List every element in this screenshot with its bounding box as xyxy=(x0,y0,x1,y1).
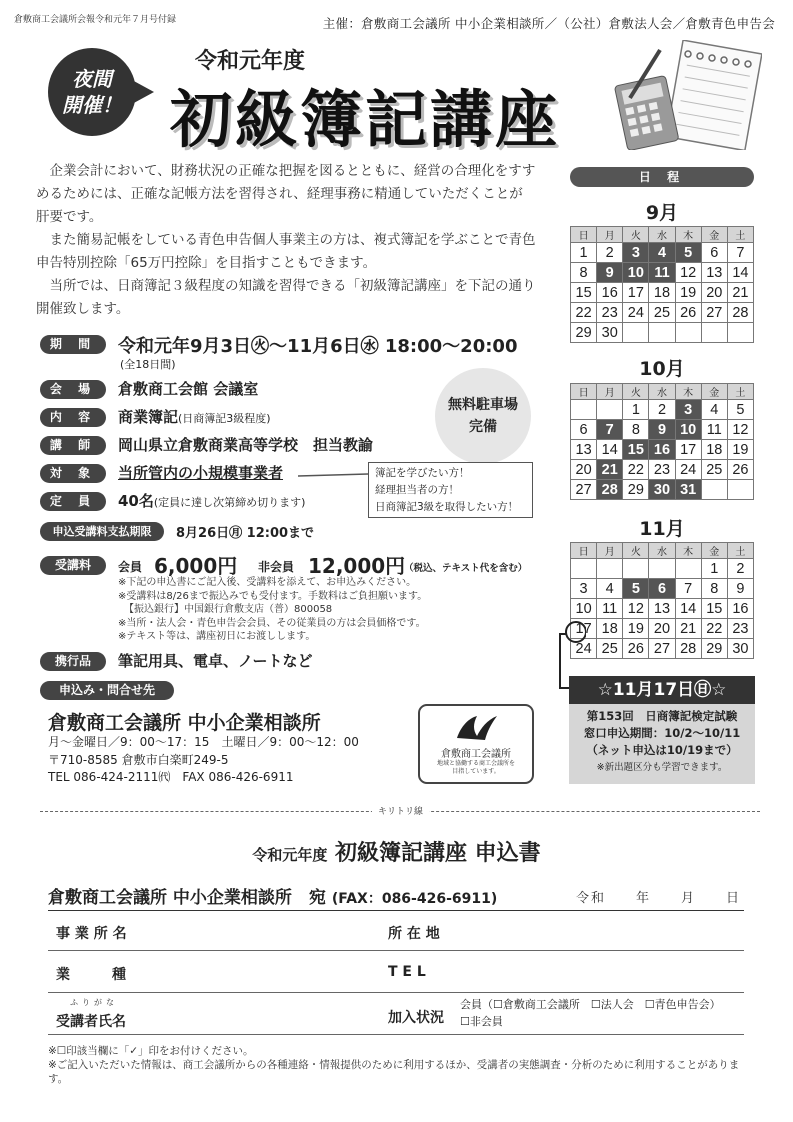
weekday-header: 木 xyxy=(675,543,701,559)
calendar-day: 14 xyxy=(675,599,701,619)
schedule-heading: 日 程 xyxy=(570,167,754,187)
calendar-day: 2 xyxy=(649,400,675,420)
content-label: 内 容 xyxy=(40,408,106,427)
fee-note: （税込、テキスト代を含む） xyxy=(404,563,528,574)
logo-name: 倉敷商工会議所 xyxy=(441,749,511,760)
calendar-day: 19 xyxy=(675,283,701,303)
attendee-label: 受講者氏名 xyxy=(56,1014,126,1030)
capacity-label: 定 員 xyxy=(40,492,106,511)
calendar-day: 16 xyxy=(597,283,623,303)
target-callout xyxy=(368,462,533,518)
calendar-day: 8 xyxy=(623,420,649,440)
calendar-day: 14 xyxy=(727,263,753,283)
calendar-day: 11 xyxy=(701,420,727,440)
calendar-day: 25 xyxy=(649,303,675,323)
weekday-header: 水 xyxy=(649,384,675,400)
form-row-business xyxy=(48,911,744,951)
calendar-day: 12 xyxy=(675,263,701,283)
weekday-header: 火 xyxy=(623,543,649,559)
footer-notes xyxy=(48,1044,758,1086)
header-note: 倉敷商工会議所会報令和元年７月号付録 xyxy=(14,15,177,25)
calendar-day: 1 xyxy=(571,243,597,263)
calendar-day: 5 xyxy=(727,400,753,420)
calendar-day: 13 xyxy=(701,263,727,283)
calendar-day: 1 xyxy=(701,559,727,579)
calendar-day: 10 xyxy=(675,420,701,440)
subtitle: 令和元年度 xyxy=(195,49,306,74)
badge-arrow xyxy=(132,80,154,104)
tel-field[interactable] xyxy=(458,951,744,992)
calendar-day: 7 xyxy=(675,579,701,599)
calendar-day: 12 xyxy=(727,420,753,440)
weekday-header: 金 xyxy=(701,227,727,243)
calendar-day: 23 xyxy=(597,303,623,323)
furigana-label: ふりがな xyxy=(70,998,118,1007)
weekday-header: 火 xyxy=(623,227,649,243)
lecturer-label: 講 師 xyxy=(40,436,106,455)
calendar-day: 3 xyxy=(623,243,649,263)
calendar-day: 25 xyxy=(597,639,623,659)
calendar-day: 6 xyxy=(571,420,597,440)
calendar-day: 16 xyxy=(649,440,675,460)
weekday-header: 土 xyxy=(727,227,753,243)
calendar-day: 4 xyxy=(597,579,623,599)
calendar-day: 5 xyxy=(675,243,701,263)
deadline-label: 申込受講料支払期限 xyxy=(40,522,164,541)
calendar-september xyxy=(570,226,754,343)
calendar-day: 4 xyxy=(701,400,727,420)
target-value: 当所管内の小規模事業者 xyxy=(118,464,284,482)
calendar-day: 24 xyxy=(623,303,649,323)
exam-date: ☆11月17日㊐☆ xyxy=(569,676,755,704)
fee-nonmember-label: 非会員 xyxy=(258,560,295,574)
contact-hours: 月～金曜日／9：00～17：15 土曜日／9：00～12：00 xyxy=(48,735,359,749)
calendar-day: 10 xyxy=(571,599,597,619)
fee-notes xyxy=(118,576,427,644)
period-label: 期 間 xyxy=(40,335,106,354)
calendar-day: 10 xyxy=(623,263,649,283)
badge-line2: 開催！ xyxy=(62,93,122,117)
calendar-day: 27 xyxy=(701,303,727,323)
footer-note: ※ご記入いただいた情報は、商工会議所からの各種連絡・情報提供のために利用するほか、受講者の実態調査・分析のために利用することがあります。 xyxy=(48,1059,740,1085)
calendar-day: 27 xyxy=(649,639,675,659)
weekday-header: 水 xyxy=(649,227,675,243)
weekday-header: 月 xyxy=(597,227,623,243)
calendar-day: 7 xyxy=(727,243,753,263)
weekday-header: 金 xyxy=(701,384,727,400)
calendar-empty xyxy=(597,559,623,579)
calendar-day: 9 xyxy=(649,420,675,440)
calendar-day: 26 xyxy=(675,303,701,323)
calendar-day: 22 xyxy=(623,460,649,480)
calendar-day: 23 xyxy=(727,619,753,639)
calendar-empty xyxy=(675,559,701,579)
calendar-empty xyxy=(571,400,597,420)
fee-member-value: 6,000円 xyxy=(154,554,238,578)
weekday-header: 金 xyxy=(701,543,727,559)
calendar-november xyxy=(570,542,754,659)
calendar-day: 29 xyxy=(701,639,727,659)
period-value: 令和元年9月3日㊋～11月6日㊌ 18:00～20:00 xyxy=(118,336,518,357)
contact-name: 倉敷商工会議所 中小企業相談所 xyxy=(48,712,321,734)
chamber-logo-icon xyxy=(451,710,501,742)
calendar-empty xyxy=(597,400,623,420)
tel-label: T E L xyxy=(388,964,426,980)
calculator-notebook-illustration xyxy=(612,40,762,150)
calendar-day: 9 xyxy=(727,579,753,599)
fee-note-line: ※当所・法人会・青色申告会会員、その従業員の方は会員価格です。 xyxy=(118,617,426,629)
calendar-day: 24 xyxy=(675,460,701,480)
calendar-day: 24 xyxy=(571,639,597,659)
location-field[interactable] xyxy=(458,911,744,950)
calendar-day: 17 xyxy=(571,619,597,639)
intro-p1: 企業会計において、財務状況の正確な把握を図るとともに、経営の合理化をすすめるためには、正確な記帳方法を習得され、経理事務に精通していただくことが肝要です。 xyxy=(36,163,536,225)
calendar-day: 16 xyxy=(727,599,753,619)
calendar-empty xyxy=(623,559,649,579)
calendar-day: 25 xyxy=(701,460,727,480)
calendar-day: 31 xyxy=(675,480,701,500)
calendar-day: 12 xyxy=(623,599,649,619)
calendar-empty xyxy=(571,559,597,579)
exam-line3: （ネット申込は10/19まで） xyxy=(586,743,738,757)
content-value: 商業簿記(日商簿記3級程度) xyxy=(118,408,271,426)
items-value: 筆記用具、電卓、ノートなど xyxy=(118,652,313,670)
calendar-day: 7 xyxy=(597,420,623,440)
calendar-day: 27 xyxy=(571,480,597,500)
calendar-empty xyxy=(701,323,727,343)
fee-member-label: 会員 xyxy=(118,560,143,574)
intro-p3: 当所では、日商簿記３級程度の知識を習得できる「初級簿記講座」を下記の通り開催致します。 xyxy=(36,278,536,317)
calendar-day: 13 xyxy=(649,599,675,619)
parking-badge xyxy=(435,368,531,464)
weekday-header: 木 xyxy=(675,384,701,400)
calendar-day: 23 xyxy=(649,460,675,480)
calendar-day: 17 xyxy=(623,283,649,303)
parking-line1: 無料駐車場 xyxy=(448,397,518,413)
calendar-day: 4 xyxy=(649,243,675,263)
deadline-value: 8月26日㊊ 12:00まで xyxy=(176,526,315,541)
calendar-day: 22 xyxy=(571,303,597,323)
venue-label: 会 場 xyxy=(40,380,106,399)
fee-note-line: ※受講料は8/26まで振込みでも受付ます。手数料はご負担願います。 xyxy=(118,590,428,602)
calendar-day: 21 xyxy=(597,460,623,480)
form-row-industry xyxy=(48,951,744,993)
calendar-day: 26 xyxy=(623,639,649,659)
weekday-header: 土 xyxy=(727,384,753,400)
business-name-label: 事 業 所 名 xyxy=(56,926,127,942)
month-label-11: 11月 xyxy=(639,518,685,540)
non-member-option[interactable]: ☐非会員 xyxy=(460,1015,503,1028)
fee-note-line: ※テキスト等は、講座初日にお渡しします。 xyxy=(118,631,316,642)
calendar-day: 28 xyxy=(675,639,701,659)
cut-label: キリトリ線 xyxy=(372,804,429,817)
weekday-header: 月 xyxy=(597,543,623,559)
exam-box xyxy=(569,676,755,784)
chamber-logo xyxy=(418,704,534,784)
calendar-day: 20 xyxy=(571,460,597,480)
membership-options[interactable]: 会員（☐倉敷商工会議所 ☐法人会 ☐青色申告会） xyxy=(460,998,721,1011)
logo-sub2: 目指しています。 xyxy=(452,768,500,775)
parking-line2: 完備 xyxy=(469,419,497,435)
calendar-empty xyxy=(649,323,675,343)
calendar-day: 18 xyxy=(649,283,675,303)
calendar-day: 14 xyxy=(597,440,623,460)
calendar-empty xyxy=(649,559,675,579)
membership-label: 加入状況 xyxy=(388,1010,444,1026)
industry-field[interactable] xyxy=(48,951,378,992)
form-title: 令和元年度 初級簿記講座 申込書 xyxy=(252,841,541,866)
calendar-empty xyxy=(701,480,727,500)
calendar-day: 28 xyxy=(727,303,753,323)
calendar-day: 3 xyxy=(571,579,597,599)
period-sub: (全18日間) xyxy=(120,358,176,371)
calendar-day: 17 xyxy=(675,440,701,460)
contact-label: 申込み・問合せ先 xyxy=(40,681,174,700)
calendar-day: 21 xyxy=(675,619,701,639)
intro-text xyxy=(36,160,536,321)
weekday-header: 土 xyxy=(727,543,753,559)
calendar-day: 2 xyxy=(597,243,623,263)
calendar-day: 30 xyxy=(649,480,675,500)
exam-note: ※新出題区分も学習できます。 xyxy=(596,762,728,773)
calendar-day: 15 xyxy=(701,599,727,619)
fee-label: 受講料 xyxy=(40,556,106,575)
calendar-day: 22 xyxy=(701,619,727,639)
form-date: 令和 年 月 日 xyxy=(576,891,742,906)
organizers: 主催：倉敷商工会議所 中小企業相談所／（公社）倉敷法人会／倉敷青色申告会 xyxy=(322,16,775,31)
calendar-empty xyxy=(727,323,753,343)
calendar-day: 30 xyxy=(597,323,623,343)
night-badge xyxy=(48,48,136,136)
calendar-day: 9 xyxy=(597,263,623,283)
calendar-day: 18 xyxy=(701,440,727,460)
attendee-field[interactable] xyxy=(48,993,378,1034)
calendar-empty xyxy=(623,323,649,343)
calendar-day: 6 xyxy=(649,579,675,599)
calendar-day: 11 xyxy=(649,263,675,283)
page-title: 初級簿記講座 xyxy=(170,83,561,156)
footer-note: ※☐印該当欄に「✓」印をお付けください。 xyxy=(48,1045,254,1057)
calendar-day: 18 xyxy=(597,619,623,639)
badge-line1: 夜間 xyxy=(72,67,112,91)
calendar-day: 13 xyxy=(571,440,597,460)
contact-address: 〒710-8585 倉敷市白楽町249-5 xyxy=(48,752,229,767)
month-label-9: 9月 xyxy=(645,202,679,224)
calendar-day: 29 xyxy=(571,323,597,343)
calendar-day: 8 xyxy=(571,263,597,283)
exam-line1: 第153回 日商簿記検定試験 xyxy=(586,709,738,723)
calendar-day: 19 xyxy=(727,440,753,460)
calendar-day: 2 xyxy=(727,559,753,579)
logo-sub1: 地域と協働する商工会議所を xyxy=(436,760,515,767)
weekday-header: 水 xyxy=(649,543,675,559)
calendar-day: 20 xyxy=(649,619,675,639)
calendar-day: 5 xyxy=(623,579,649,599)
calendar-day: 11 xyxy=(597,599,623,619)
calendar-day: 30 xyxy=(727,639,753,659)
target-callout-line: 日商簿記3級を取得したい方！ xyxy=(375,501,519,513)
lecturer-value: 岡山県立倉敷商業高等学校 担当教諭 xyxy=(118,436,374,454)
calendar-day: 21 xyxy=(727,283,753,303)
weekday-header: 月 xyxy=(597,384,623,400)
venue-value: 倉敷商工会館 会議室 xyxy=(118,380,259,398)
calendar-day: 20 xyxy=(701,283,727,303)
weekday-header: 日 xyxy=(571,227,597,243)
target-callout-line: 簿記を学びたい方！ xyxy=(375,467,470,479)
exam-line2: 窓口申込期間：10/2～10/11 xyxy=(583,726,741,740)
fee-nonmember-value: 12,000円 xyxy=(308,554,406,578)
weekday-header: 日 xyxy=(571,543,597,559)
calendar-day: 3 xyxy=(675,400,701,420)
capacity-value: 40名(定員に達し次第締め切ります) xyxy=(118,492,306,510)
form-addressee: 倉敷商工会議所 中小企業相談所 宛 (FAX：086-426-6911) xyxy=(48,888,498,908)
month-label-10: 10月 xyxy=(639,358,685,380)
location-label: 所 在 地 xyxy=(388,926,440,942)
industry-label: 業 種 xyxy=(56,967,126,983)
target-connector xyxy=(298,470,370,482)
contact-phone: TEL 086-424-2111㈹ FAX 086-426-6911 xyxy=(48,770,294,784)
weekday-header: 日 xyxy=(571,384,597,400)
fee-note-line: ※下記の申込書にご記入後、受講料を添えて、お申込みください。 xyxy=(118,577,417,588)
target-callout-line: 経理担当者の方！ xyxy=(375,484,459,496)
calendar-october xyxy=(570,383,754,500)
items-label: 携行品 xyxy=(40,652,106,671)
contact-details xyxy=(48,734,359,787)
business-name-field[interactable] xyxy=(48,911,378,950)
form-row-attendee xyxy=(48,993,744,1035)
calendar-day: 6 xyxy=(701,243,727,263)
target-label: 対 象 xyxy=(40,464,106,483)
weekday-header: 火 xyxy=(623,384,649,400)
application-form xyxy=(48,910,744,1040)
fee-note-line: 【振込銀行】中国銀行倉敷支店（普）800058 xyxy=(124,604,333,615)
calendar-day: 29 xyxy=(623,480,649,500)
calendar-day: 1 xyxy=(623,400,649,420)
calendar-day: 8 xyxy=(701,579,727,599)
calendar-day: 26 xyxy=(727,460,753,480)
calendar-day: 19 xyxy=(623,619,649,639)
calendar-day: 15 xyxy=(623,440,649,460)
intro-p2: また簡易記帳をしている青色申告個人事業主の方は、複式簿記を学ぶことで青色申告特別控除「65万円控除」を目指すこともできます。 xyxy=(36,232,536,271)
weekday-header: 木 xyxy=(675,227,701,243)
calendar-empty xyxy=(727,480,753,500)
calendar-empty xyxy=(675,323,701,343)
calendar-day: 28 xyxy=(597,480,623,500)
calendar-day: 15 xyxy=(571,283,597,303)
